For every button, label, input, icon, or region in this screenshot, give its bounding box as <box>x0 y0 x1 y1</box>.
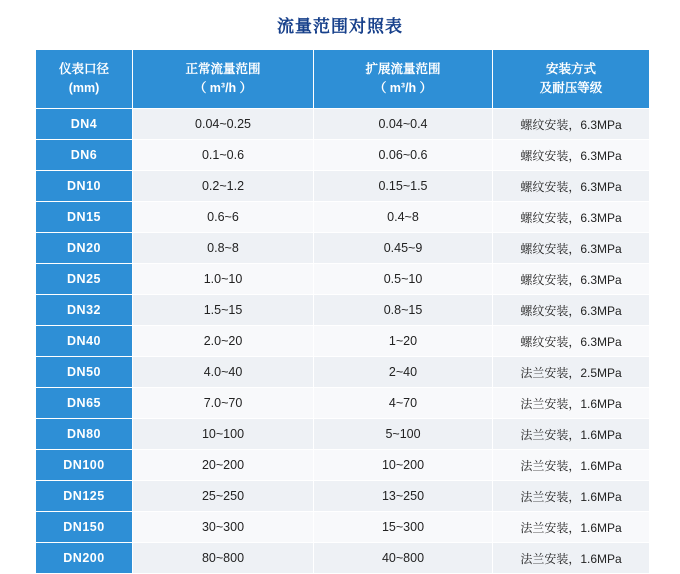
cell-normal-flow: 7.0~70 <box>133 388 314 419</box>
table-header-row <box>36 50 650 109</box>
cell-extended-flow: 10~200 <box>314 450 493 481</box>
table-row <box>36 419 650 450</box>
cell-extended-flow: 0.45~9 <box>314 233 493 264</box>
cell-installation: 螺纹安装，6.3MPa <box>493 140 650 171</box>
cell-extended-flow: 0.15~1.5 <box>314 171 493 202</box>
column-header-extended-flow-line2: （ m³/h ） <box>373 81 433 95</box>
cell-meter-size: DN15 <box>36 202 133 233</box>
cell-normal-flow: 10~100 <box>133 419 314 450</box>
column-header-installation-line1: 安装方式 <box>545 62 596 76</box>
table-row <box>36 450 650 481</box>
cell-installation: 法兰安装，1.6MPa <box>493 388 650 419</box>
column-header-normal-flow-line2: （ m³/h ） <box>193 81 253 95</box>
table-row <box>36 295 650 326</box>
page-title: 流量范围对照表 <box>277 17 403 36</box>
table-row <box>36 543 650 574</box>
table-row <box>36 202 650 233</box>
cell-meter-size: DN100 <box>36 450 133 481</box>
cell-extended-flow: 0.06~0.6 <box>314 140 493 171</box>
cell-installation: 法兰安装，1.6MPa <box>493 450 650 481</box>
cell-meter-size: DN80 <box>36 419 133 450</box>
cell-extended-flow: 13~250 <box>314 481 493 512</box>
flow-range-table <box>35 49 650 574</box>
cell-installation: 螺纹安装，6.3MPa <box>493 264 650 295</box>
column-header-meter-size-line2: (mm) <box>68 81 100 95</box>
table-header <box>36 50 650 109</box>
cell-installation: 法兰安装，2.5MPa <box>493 357 650 388</box>
table-row <box>36 357 650 388</box>
column-header-extended-flow <box>314 50 493 109</box>
cell-normal-flow: 25~250 <box>133 481 314 512</box>
cell-normal-flow: 2.0~20 <box>133 326 314 357</box>
cell-meter-size: DN200 <box>36 543 133 574</box>
cell-extended-flow: 0.8~15 <box>314 295 493 326</box>
cell-meter-size: DN50 <box>36 357 133 388</box>
column-header-extended-flow-line1: 扩展流量范围 <box>365 62 441 76</box>
cell-installation: 法兰安装，1.6MPa <box>493 419 650 450</box>
cell-extended-flow: 5~100 <box>314 419 493 450</box>
cell-installation: 螺纹安装，6.3MPa <box>493 295 650 326</box>
table-row <box>36 171 650 202</box>
cell-normal-flow: 1.5~15 <box>133 295 314 326</box>
cell-installation: 螺纹安装，6.3MPa <box>493 233 650 264</box>
cell-installation: 螺纹安装，6.3MPa <box>493 171 650 202</box>
table-row <box>36 264 650 295</box>
table-container <box>0 49 680 574</box>
cell-meter-size: DN4 <box>36 109 133 140</box>
cell-extended-flow: 0.4~8 <box>314 202 493 233</box>
cell-meter-size: DN6 <box>36 140 133 171</box>
column-header-normal-flow-line1: 正常流量范围 <box>185 62 261 76</box>
table-row <box>36 388 650 419</box>
column-header-meter-size-line1: 仪表口径 <box>58 62 109 76</box>
table-row <box>36 109 650 140</box>
cell-meter-size: DN10 <box>36 171 133 202</box>
table-row <box>36 140 650 171</box>
column-header-installation <box>493 50 650 109</box>
cell-meter-size: DN40 <box>36 326 133 357</box>
cell-normal-flow: 0.6~6 <box>133 202 314 233</box>
column-header-normal-flow <box>133 50 314 109</box>
cell-meter-size: DN20 <box>36 233 133 264</box>
cell-normal-flow: 0.04~0.25 <box>133 109 314 140</box>
cell-normal-flow: 1.0~10 <box>133 264 314 295</box>
table-row <box>36 233 650 264</box>
cell-meter-size: DN32 <box>36 295 133 326</box>
cell-normal-flow: 0.8~8 <box>133 233 314 264</box>
cell-installation: 螺纹安装，6.3MPa <box>493 202 650 233</box>
cell-extended-flow: 0.04~0.4 <box>314 109 493 140</box>
cell-installation: 法兰安装，1.6MPa <box>493 543 650 574</box>
column-header-installation-line2: 及耐压等级 <box>539 81 603 95</box>
cell-extended-flow: 4~70 <box>314 388 493 419</box>
cell-extended-flow: 0.5~10 <box>314 264 493 295</box>
column-header-meter-size <box>36 50 133 109</box>
cell-normal-flow: 80~800 <box>133 543 314 574</box>
cell-normal-flow: 0.2~1.2 <box>133 171 314 202</box>
cell-meter-size: DN25 <box>36 264 133 295</box>
cell-extended-flow: 1~20 <box>314 326 493 357</box>
cell-installation: 螺纹安装，6.3MPa <box>493 109 650 140</box>
cell-normal-flow: 30~300 <box>133 512 314 543</box>
cell-normal-flow: 4.0~40 <box>133 357 314 388</box>
table-row <box>36 481 650 512</box>
cell-extended-flow: 15~300 <box>314 512 493 543</box>
cell-installation: 法兰安装，1.6MPa <box>493 512 650 543</box>
cell-extended-flow: 40~800 <box>314 543 493 574</box>
cell-meter-size: DN150 <box>36 512 133 543</box>
cell-installation: 螺纹安装，6.3MPa <box>493 326 650 357</box>
table-body <box>36 109 650 574</box>
cell-installation: 法兰安装，1.6MPa <box>493 481 650 512</box>
cell-meter-size: DN65 <box>36 388 133 419</box>
table-row <box>36 326 650 357</box>
cell-extended-flow: 2~40 <box>314 357 493 388</box>
table-row <box>36 512 650 543</box>
cell-meter-size: DN125 <box>36 481 133 512</box>
cell-normal-flow: 20~200 <box>133 450 314 481</box>
cell-normal-flow: 0.1~0.6 <box>133 140 314 171</box>
